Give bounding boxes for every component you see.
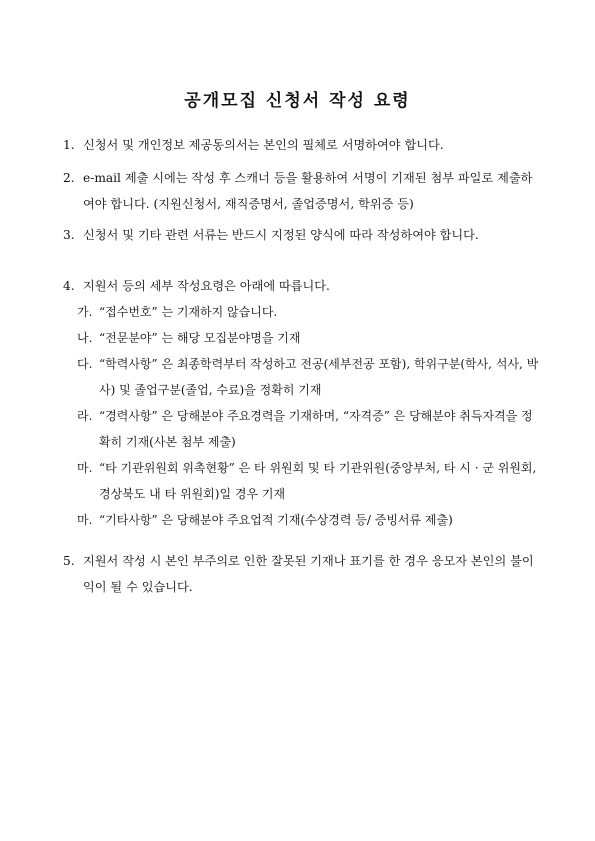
- list-item-4: [63, 273, 541, 533]
- item-text: 신청서 및 개인정보 제공동의서는 본인의 필체로 서명하여야 합니다.: [83, 138, 444, 152]
- sub-item-ma-2: [77, 507, 541, 533]
- sub-item-ma: [77, 455, 541, 507]
- list-item-1: [63, 132, 541, 158]
- item-text: e-mail 제출 시에는 작성 후 스캐너 등을 활용하여 서명이 기재된 첨부 파일로 제출하여야 합니다. (지원신청서, 재직증명서, 졸업증명서, 학위증 등): [83, 171, 533, 211]
- item-number: 5.: [63, 554, 75, 568]
- item-text: 신청서 및 기타 관련 서류는 반드시 지정된 양식에 따라 작성하여야 합니다.: [83, 228, 479, 242]
- sub-item-ga: [77, 299, 541, 325]
- sub-item-ra: [77, 403, 541, 455]
- list-item-2: [63, 165, 541, 217]
- sub-item-marker: 마.: [77, 461, 93, 475]
- sub-item-marker: 라.: [77, 409, 93, 423]
- sub-item-text: “기타사항” 은 당해분야 주요업적 기재(수상경력 등/ 증빙서류 제출): [99, 513, 453, 527]
- item-number: 4.: [63, 279, 75, 293]
- item-number: 2.: [63, 171, 75, 185]
- sub-item-marker: 나.: [77, 331, 93, 345]
- sub-item-text: “접수번호” 는 기재하지 않습니다.: [99, 305, 278, 319]
- sub-item-text: “전문분야” 는 해당 모집분야명을 기재: [99, 331, 301, 345]
- sub-item-text: “학력사항” 은 최종학력부터 작성하고 전공(세부전공 포함), 학위구분(학사, 석사, 박사) 및 졸업구분(졸업, 수료)을 정확히 기재: [99, 357, 539, 397]
- sub-item-marker: 마.: [77, 513, 93, 527]
- item-text: 지원서 등의 세부 작성요령은 아래에 따릅니다.: [83, 279, 330, 293]
- list-item-5: [63, 548, 541, 600]
- sub-item-text: “타 기관위원회 위촉현황” 은 타 위원회 및 타 기관위원(중앙부처, 타 시 · 군 위원회, 경상북도 내 타 위원회)일 경우 기재: [99, 461, 537, 501]
- item-number: 3.: [63, 228, 75, 242]
- list-item-3: [63, 222, 541, 248]
- sub-item-marker: 가.: [77, 305, 93, 319]
- page-title: 공개모집 신청서 작성 요령: [184, 91, 411, 111]
- sub-item-text: “경력사항” 은 당해분야 주요경력을 기재하며, “자격증” 은 당해분야 취득자격을 정확히 기재(사본 첨부 제출): [99, 409, 533, 449]
- item-text: 지원서 작성 시 본인 부주의로 인한 잘못된 기재나 표기를 한 경우 응모자 본인의 불이익이 될 수 있습니다.: [83, 554, 534, 594]
- sub-item-na: [77, 325, 541, 351]
- item-number: 1.: [63, 138, 75, 152]
- sub-item-marker: 다.: [77, 357, 93, 371]
- sub-item-da: [77, 351, 541, 403]
